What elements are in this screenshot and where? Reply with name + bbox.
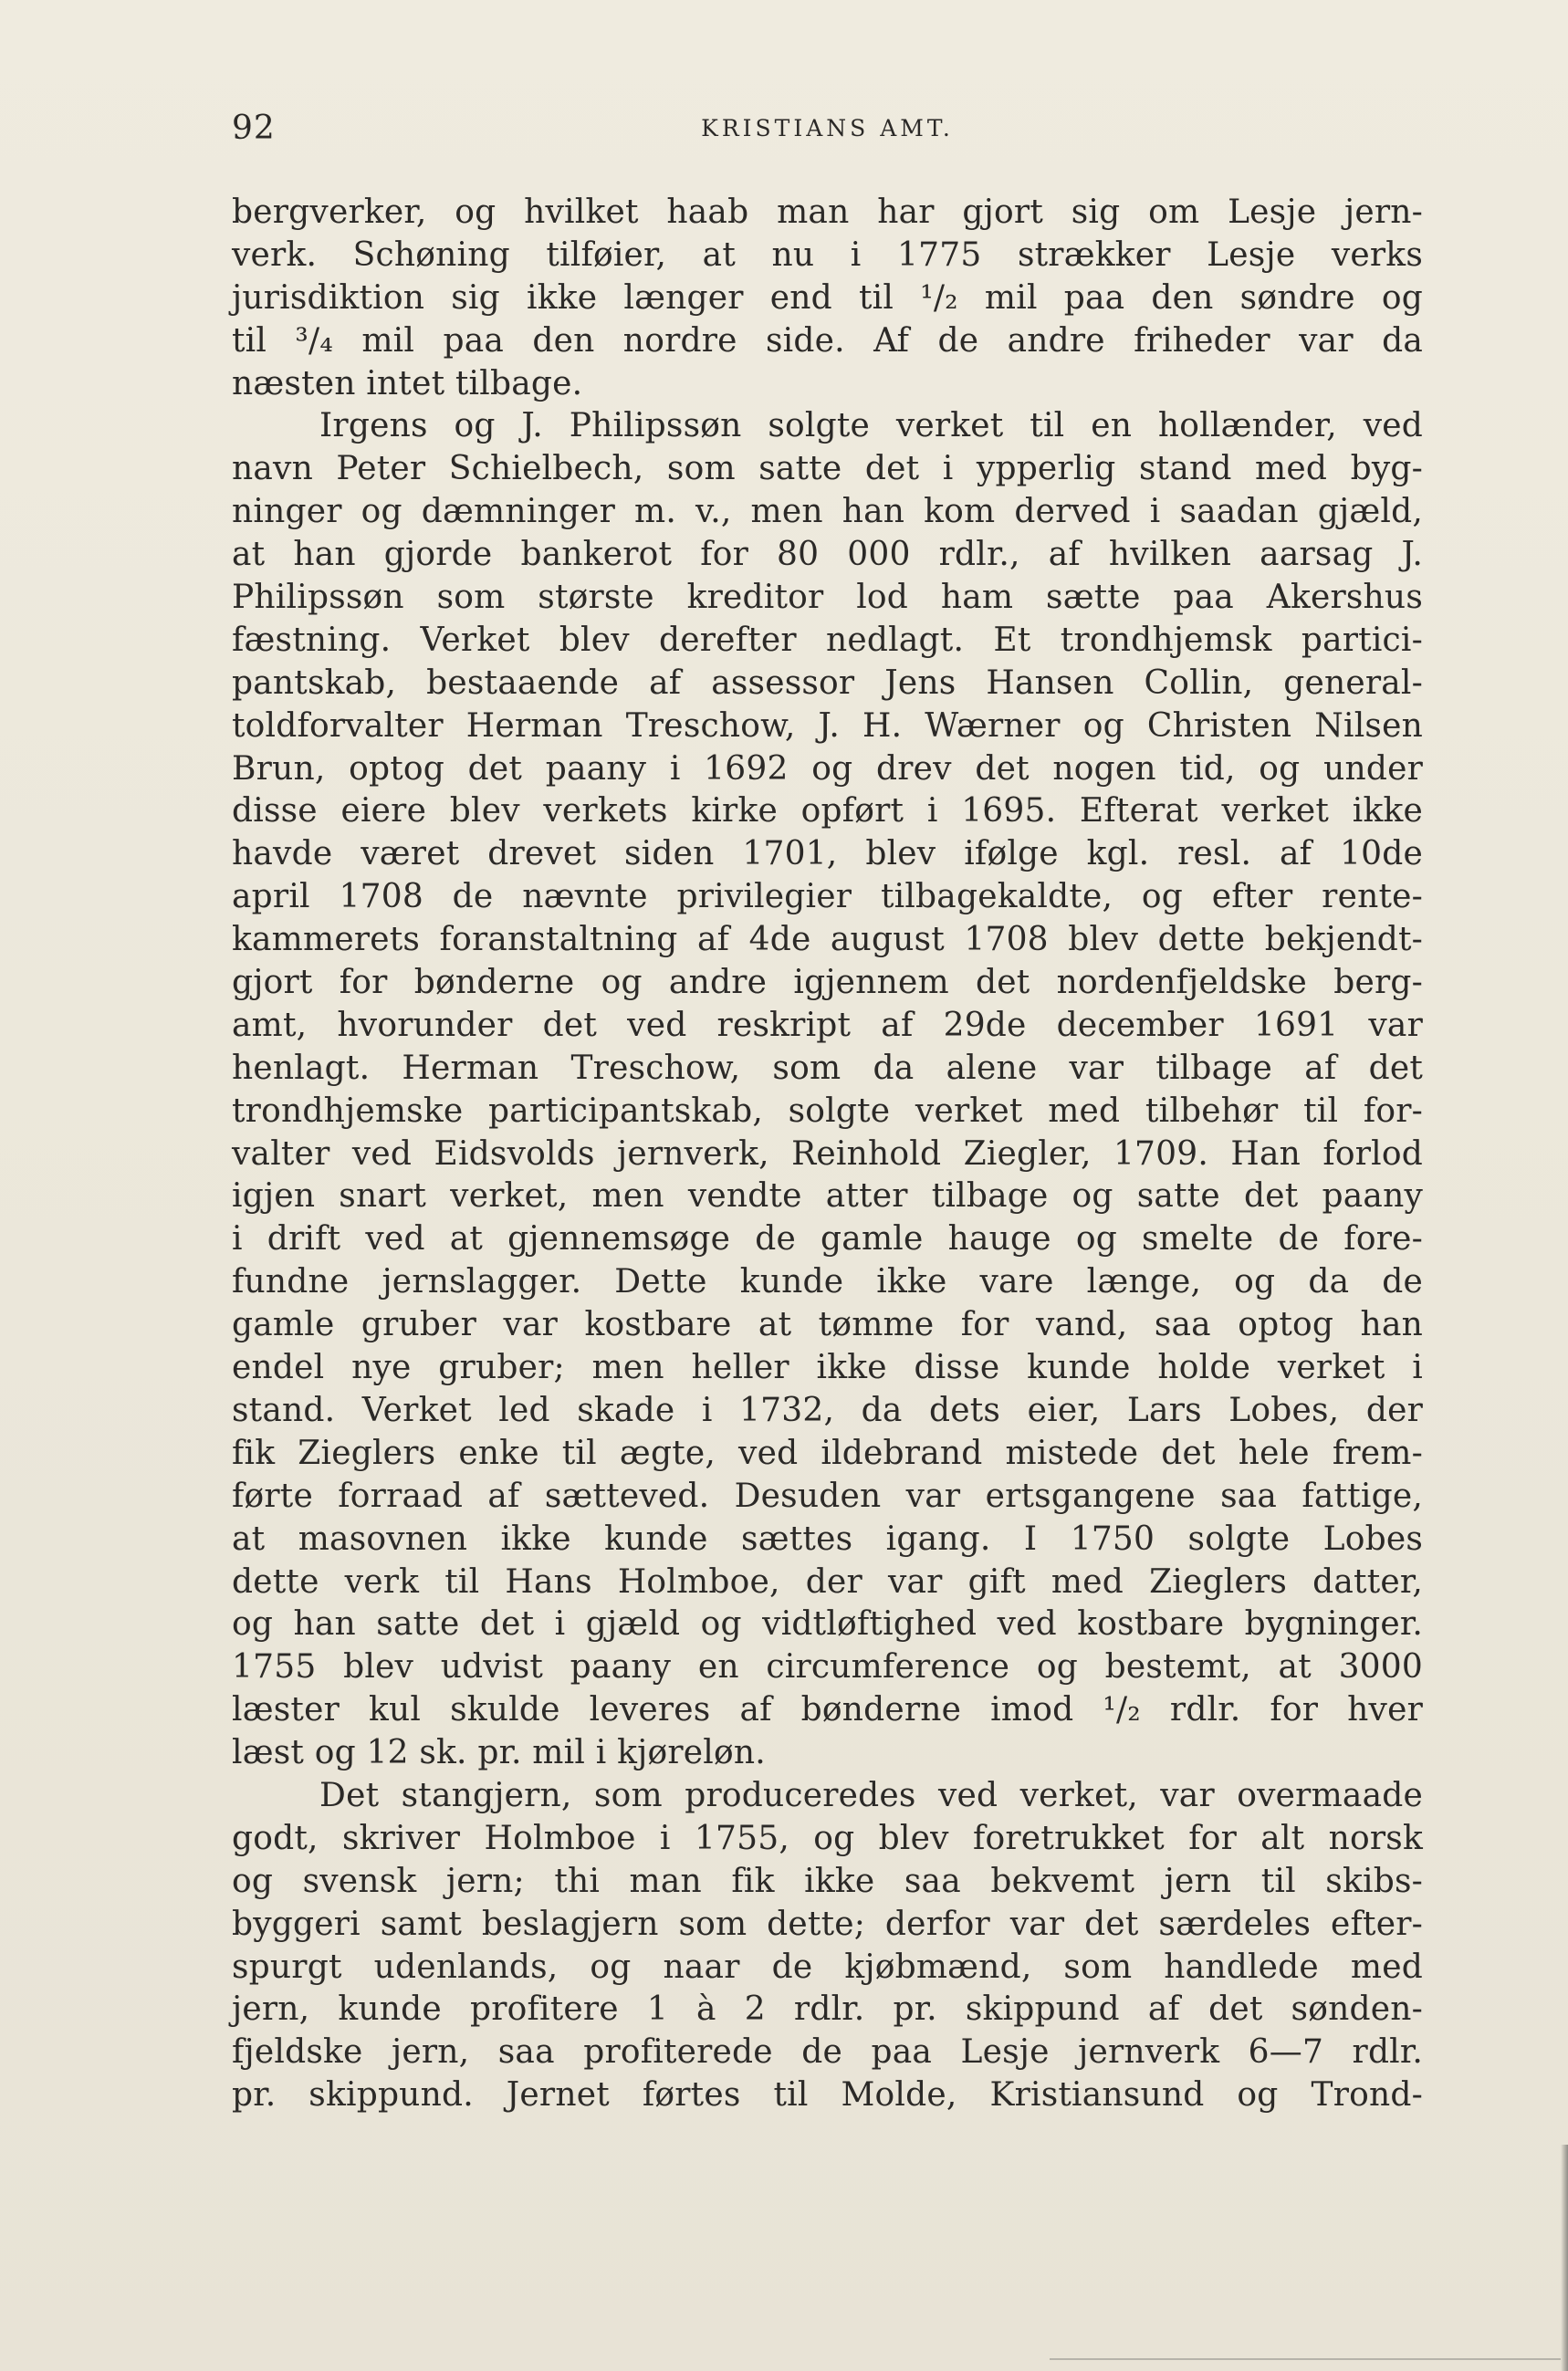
text-line: Brun, optog det paany i 1692 og drev det nogen tid, og under (232, 749, 1423, 788)
text-line: igjen snart verket, men vendte atter tilbage og satte det paany (232, 1177, 1423, 1216)
text-line: toldforvalter Herman Treschow, J. H. Wærner og Christen Nilsen (232, 706, 1423, 745)
text-line: endel nye gruber; men heller ikke disse kunde holde verket i (232, 1349, 1423, 1387)
text-line: valter ved Eidsvolds jernverk, Reinhold Ziegler, 1709. Han forlod (232, 1134, 1423, 1173)
page-header (232, 110, 1423, 164)
text-line: og han satte det i gjæld og vidtløftighed ved kostbare bygninger. (232, 1605, 1423, 1644)
text-line: april 1708 de nævnte privilegier tilbagekaldte, og efter rente- (232, 878, 1423, 916)
text-line: pantskab, bestaaende af assessor Jens Hansen Collin, general- (232, 663, 1423, 702)
text-line: henlagt. Herman Treschow, som da alene var tilbage af det (232, 1049, 1423, 1087)
text-line: dette verk til Hans Holmboe, der var gift med Zieglers datter, (232, 1562, 1423, 1601)
text-line: navn Peter Schielbech, som satte det i ypperlig stand med byg- (232, 450, 1423, 488)
text-line: i drift ved at gjennemsøge de gamle hauge og smelte de fore- (232, 1220, 1423, 1259)
text-line: læst og 12 sk. pr. mil i kjøreløn. (232, 1734, 766, 1772)
text-line: fæstning. Verket blev derefter nedlagt. Et trondhjemsk partici- (232, 621, 1423, 659)
text-line: trondhjemske participantskab, solgte verket med tilbehør til for- (232, 1091, 1423, 1130)
body-text (232, 192, 1423, 2117)
text-line: bergverker, og hvilket haab man har gjort sig om Lesje jern- (232, 193, 1423, 231)
text-line: til ³/₄ mil paa den nordre side. Af de andre friheder var da (232, 321, 1423, 360)
text-line: stand. Verket led skade i 1732, da dets eier, Lars Lobes, der (232, 1391, 1423, 1429)
text-line: fjeldske jern, saa profiterede de paa Lesje jernverk 6—7 rdlr. (232, 2033, 1423, 2072)
text-line: byggeri samt beslagjern som dette; derfor var det særdeles efter- (232, 1905, 1423, 1943)
text-line: kammerets foranstaltning af 4de august 1708 blev dette bekjendt- (232, 921, 1423, 959)
text-line: godt, skriver Holmboe i 1755, og blev foretrukket for alt norsk (232, 1819, 1423, 1857)
text-line: at masovnen ikke kunde sættes igang. I 1750 solgte Lobes (232, 1520, 1423, 1558)
text-line: verk. Schøning tilføier, at nu i 1775 strækker Lesje verks (232, 235, 1423, 274)
text-line: og svensk jern; thi man fik ikke saa bekvemt jern til skibs- (232, 1862, 1423, 1900)
running-title: KRISTIANS AMT. (701, 115, 954, 141)
text-line: pr. skippund. Jernet førtes til Molde, Kristiansund og Trond- (232, 2076, 1423, 2115)
text-line: Det stangjern, som produceredes ved verket, var overmaade (319, 1776, 1423, 1814)
text-line: læster kul skulde leveres af bønderne imod ¹/₂ rdlr. for hver (232, 1691, 1423, 1729)
text-line: ninger og dæmninger m. v., men han kom derved i saadan gjæld, (232, 493, 1423, 531)
scan-mark-line (1050, 2358, 1561, 2360)
text-line: havde været drevet siden 1701, blev ifølge kgl. resl. af 10de (232, 835, 1423, 873)
text-line: jurisdiktion sig ikke længer end til ¹/₂ mil paa den søndre og (232, 278, 1423, 317)
text-line: Irgens og J. Philipssøn solgte verket til en hollænder, ved (319, 407, 1423, 445)
text-line: gjort for bønderne og andre igjennem det nordenfjeldske berg- (232, 964, 1423, 1002)
text-line: fik Zieglers enke til ægte, ved ildebrand mistede det hele frem- (232, 1434, 1423, 1472)
text-line: gamle gruber var kostbare at tømme for vand, saa optog han (232, 1306, 1423, 1344)
page-number: 92 (232, 110, 276, 147)
scan-edge-shadow (1561, 2145, 1568, 2371)
text-line: næsten intet tilbage. (232, 364, 583, 402)
text-line: at han gjorde bankerot for 80 000 rdlr., af hvilken aarsag J. (232, 536, 1423, 574)
text-line: førte forraad af sætteved. Desuden var ertsgangene saa fattige, (232, 1477, 1423, 1515)
text-line: jern, kunde profitere 1 à 2 rdlr. pr. skippund af det sønden- (232, 1990, 1423, 2029)
text-line: fundne jernslagger. Dette kunde ikke vare længe, og da de (232, 1263, 1423, 1301)
text-line: 1755 blev udvist paany en circumference og bestemt, at 3000 (232, 1648, 1423, 1687)
text-line: Philipssøn som største kreditor lod ham sætte paa Akershus (232, 579, 1423, 617)
text-line: amt, hvorunder det ved reskript af 29de december 1691 var (232, 1006, 1423, 1044)
text-line: disse eiere blev verkets kirke opført i 1695. Efterat verket ikke (232, 792, 1423, 830)
text-line: spurgt udenlands, og naar de kjøbmænd, som handlede med (232, 1948, 1423, 1986)
